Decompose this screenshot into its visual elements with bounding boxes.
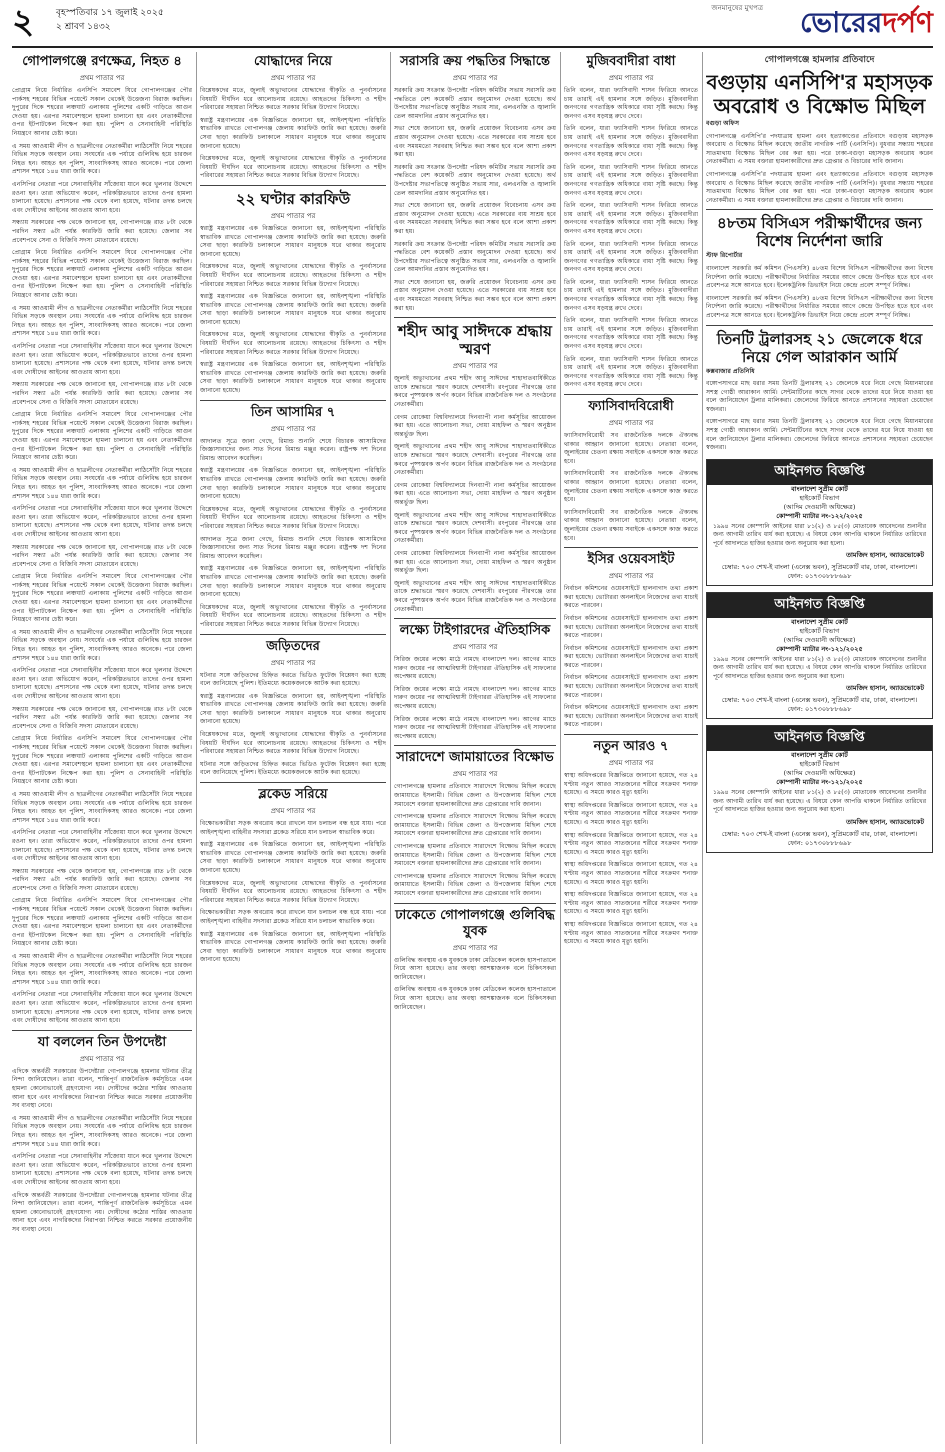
notice-body: ১৯৯৪ সনের কোম্পানি আইনের ধারা ৮১(২) ও ৮৫(৩) মোতাবেক আবেদনের শুনানীর জন্য আগামী তারিখ ধার্য করা হয়েছে। এ বিষয়ে কোন আপত্তি থাকলে নির্ধারিত তারিখের পূর্বে আদালতে হাজির হওয়ার জন্য অনুরোধ করা হলো।: [713, 522, 926, 547]
headline: ৪৮তম বিসিএস পরীক্ষার্থীদের জন্য বিশেষ নির্দেশনা জারি: [717, 214, 922, 251]
article-text: এনসিপির নেতারা পরে সেনাবাহিনীর সাঁজোয়া যানে করে খুলনার উদ্দেশে রওনা হন। তারা অভিযোগ করেন, পরিকল্পিতভাবে তাদের ওপর হামলা চালানো হয়েছে। প্রশাসনের পক্ষ থেকে বলা হয়েছে, ঘটনার তদন্ত চলছে এবং দোষীদের আইনের আওতায় আনা হবে।: [12, 343, 192, 376]
notice-court: বাংলাদেশ সুপ্রীম কোর্ট: [791, 618, 848, 627]
article-text: সরকারি ক্রয় সংক্রান্ত উপদেষ্টা পরিষদ কমিটির সভায় সরাসরি ক্রয় পদ্ধতিতে বেশ কয়েকটি প্রস্তাব অনুমোদন দেওয়া হয়েছে। অর্থ উপদেষ্টার সভাপতিত্বে অনুষ্ঠিত সভায় সার, এলএনজি ও জ্বালানি তেল আমদানির প্রস্তাব অনুমোদিত হয়।: [394, 163, 556, 197]
continued-label: প্রথম পাতার পর: [608, 572, 654, 581]
headline: ইসির ওয়েবসাইট: [587, 552, 675, 568]
article-text: প্রোগ্রাম নিয়ে নির্ধারিত এনসিপি সমাবেশ ঘিরে গোপালগঞ্জের পৌর পার্কসহ শহরের বিভিন্ন পয়েন্টে সকাল থেকেই উত্তেজনা বিরাজ করছিল। দুপুরের দিকে শহরের লঞ্চঘাট এলাকায় পুলিশের একটি গাড়িতে আগুন দেওয়া হয়। এরপর সমাবেশস্থলে হামলা চালানো হয় এবং নেতাকর্মীদের ওপর ইটপাটকেল নিক্ষেপ করা হয়। পুলিশ ও সেনাবাহিনী পরিস্থিতি নিয়ন্ত্রণে আনার চেষ্টা করে।: [12, 897, 192, 948]
column-1: [12, 52, 192, 1442]
article-text: বিক্ষোভকারীরা সড়ক অবরোধ করে রাখলে যান চলাচল বন্ধ হয়ে যায়। পরে আইনশৃঙ্খলা বাহিনীর সদস্যরা ব্লকেড সরিয়ে যান চলাচল স্বাভাবিক করে।: [200, 909, 386, 925]
article-text: সিরিজ জয়ের লক্ষ্যে মাঠে নামছে বাংলাদেশ দল। আগের ম্যাচে দারুণ জয়ের পর আত্মবিশ্বাসী টাইগাররা ঐতিহাসিক এই সাফল্যের অপেক্ষায় রয়েছে।: [394, 715, 556, 740]
section-rule: [12, 1030, 192, 1031]
article-text: সভা শেষে জানানো হয়, জরুরি প্রয়োজন বিবেচনায় এসব ক্রয় প্রস্তাব অনুমোদন দেওয়া হয়েছে। এতে সরকারের ব্যয় সাশ্রয় হবে এবং সময়মতো সরবরাহ নিশ্চিত করা সম্ভব হবে বলে আশা প্রকাশ করা হয়।: [394, 202, 556, 235]
headline: শহীদ আবু সাঈদকে শ্রদ্ধায় স্মরণ: [398, 322, 552, 359]
article-text: এনসিপির নেতারা পরে সেনাবাহিনীর সাঁজোয়া যানে করে খুলনার উদ্দেশে রওনা হন। তারা অভিযোগ করেন, পরিকল্পিতভাবে তাদের ওপর হামলা চালানো হয়েছে। প্রশাসনের পক্ষ থেকে বলা হয়েছে, ঘটনার তদন্ত চলছে এবং দোষীদের আইনের আওতায় আনা হবে।: [12, 829, 192, 863]
article-text: বেগম রোকেয়া বিশ্ববিদ্যালয়ে দিনব্যাপী নানা কর্মসূচির আয়োজন করা হয়। এতে আলোচনা সভা, দোয়া মাহফিল ও স্মরণ অনুষ্ঠান অন্তর্ভুক্ত ছিল।: [394, 413, 556, 438]
notice-phone: ফোন: ০১৭৩০৮৮৮৬৯৮: [787, 572, 852, 581]
article-text: সিরিজ জয়ের লক্ষ্যে মাঠে নামছে বাংলাদেশ দল। আগের ম্যাচে দারুণ জয়ের পর আত্মবিশ্বাসী টাইগাররা ঐতিহাসিক এই সাফল্যের অপেক্ষায় রয়েছে।: [394, 685, 556, 711]
continued-label: প্রথম পাতার পর: [270, 658, 316, 667]
article-text: গুলিবিদ্ধ অবস্থায় এক যুবককে ঢাকা মেডিকেল কলেজ হাসপাতালে নিয়ে আসা হয়েছে। তার অবস্থা আশঙ্কাজনক বলে চিকিৎসকরা জানিয়েছেন।: [394, 986, 556, 1011]
article-text: স্বরাষ্ট্র মন্ত্রণালয়ের এক বিজ্ঞপ্তিতে জানানো হয়, আইনশৃঙ্খলা পরিস্থিতি স্বাভাবিক রাখতে গোপালগঞ্জ জেলায় কারফিউ জারি করা হয়েছে। জরুরি সেবা ছাড়া কারফিউ চলাকালে সাধারণ মানুষকে ঘরে থাকার অনুরোধ জানানো হয়েছে।: [200, 841, 386, 874]
article-text: এদিকে অন্তর্বর্তী সরকারের উপদেষ্টারা গোপালগঞ্জে হামলার ঘটনার তীব্র নিন্দা জানিয়েছেন। তারা বলেন, শান্তিপূর্ণ রাজনৈতিক কর্মসূচিতে এমন হামলা কোনোভাবেই গ্রহণযোগ্য নয়। দোষীদের কঠোর শাস্তির আওতায় আনা হবে এবং নাগরিকদের নিরাপত্তা নিশ্চিত করতে সরকার প্রয়োজনীয় সব ব্যবস্থা নেবে।: [12, 1067, 192, 1110]
article-text: সন্ধ্যায় সরকারের পক্ষ থেকে জানানো হয়, গোপালগঞ্জে রাত ৮টা থেকে পরদিন সন্ধ্যা ৬টা পর্যন্ত কারফিউ জারি করা হয়েছে। জেলার সব প্রবেশপথে সেনা ও বিজিবি সদস্য মোতায়েন রয়েছে।: [12, 705, 192, 730]
article-text: প্রোগ্রাম নিয়ে নির্ধারিত এনসিপি সমাবেশ ঘিরে গোপালগঞ্জের পৌর পার্কসহ শহরের বিভিন্ন পয়েন্টে সকাল থেকেই উত্তেজনা বিরাজ করছিল। দুপুরের দিকে শহরের লঞ্চঘাট এলাকায় পুলিশের একটি গাড়িতে আগুন দেওয়া হয়। এরপর সমাবেশস্থলে হামলা চালানো হয় এবং নেতাকর্মীদের ওপর ইটপাটকেল নিক্ষেপ করা হয়। পুলিশ ও সেনাবাহিনী পরিস্থিতি নিয়ন্ত্রণে আনার চেষ্টা করে।: [12, 87, 192, 137]
article-text: গোপালগঞ্জে হামলার প্রতিবাদে সারাদেশে বিক্ষোভ মিছিল করেছে জামায়াতে ইসলামী। বিভিন্ন জেলা ও উপজেলায় মিছিল শেষে সমাবেশে বক্তারা হামলাকারীদের দ্রুত গ্রেপ্তারের দাবি জানান।: [394, 843, 556, 868]
continued-label: প্রথম পাতার পর: [79, 74, 125, 82]
article-text: জুলাই অভ্যুত্থানের প্রথম শহীদ আবু সাঈদের শাহাদাতবার্ষিকীতে তাকে শ্রদ্ধাভরে স্মরণ করেছে দেশবাসী। রংপুরের পীরগঞ্জে তার কবরে পুষ্পস্তবক অর্পণ করেন বিভিন্ন রাজনৈতিক দল ও সংগঠনের নেতাকর্মীরা।: [394, 511, 556, 545]
article-text: স্বাস্থ্য অধিদপ্তরের বিজ্ঞপ্তিতে জানানো হয়েছে, গত ২৪ ঘণ্টায় নতুন আরও সাতজনের শরীরে সংক্রমণ শনাক্ত হয়েছে। এ সময়ে কারও মৃত্যু হয়নি।: [564, 801, 698, 826]
headline-lead: বগুড়ায় এনসিপি'র মহাসড়ক অবরোধ ও বিক্ষোভ মিছিল: [706, 70, 933, 118]
notice-court: বাংলাদেশ সুপ্রীম কোর্ট: [791, 751, 848, 760]
notice-advocate: তামজিদ হাসান, অ্যাডভোকেট: [846, 817, 924, 826]
article-text: গোপালগঞ্জে হামলার প্রতিবাদে সারাদেশে বিক্ষোভ মিছিল করেছে জামায়াতে ইসলামী। বিভিন্ন জেলা ও উপজেলায় মিছিল শেষে সমাবেশে বক্তারা হামলাকারীদের দ্রুত গ্রেপ্তারের দাবি জানান।: [394, 783, 556, 808]
article-text: সরকারি ক্রয় সংক্রান্ত উপদেষ্টা পরিষদ কমিটির সভায় সরাসরি ক্রয় পদ্ধতিতে বেশ কয়েকটি প্রস্তাব অনুমোদন দেওয়া হয়েছে। অর্থ উপদেষ্টার সভাপতিত্বে অনুষ্ঠিত সভায় সার, এলএনজি ও জ্বালানি তেল আমদানির প্রস্তাব অনুমোদিত হয়।: [394, 240, 556, 274]
notice-address: চেম্বার: ৭০৩ শেখ-ই বাংলা (এনেক্স ভবন), সুপ্রিমকোর্ট বার, ঢাকা, বাংলাদেশ।: [721, 829, 918, 838]
article-text: বেগম রোকেয়া বিশ্ববিদ্যালয়ে দিনব্যাপী নানা কর্মসূচির আয়োজন করা হয়। এতে আলোচনা সভা, দোয়া মাহফিল ও স্মরণ অনুষ্ঠান অন্তর্ভুক্ত ছিল।: [394, 481, 556, 506]
headline: মুজিববাদীরা বাধা: [586, 54, 676, 69]
article-text: এ সময় আওয়ামী লীগ ও ছাত্রলীগের নেতাকর্মীরা লাঠিসোঁটা নিয়ে শহরের বিভিন্ন সড়কে অবস্থান নেয়। সংঘর্ষের এক পর্যায়ে গুলিবিদ্ধ হয়ে চারজন নিহত হন। আহত হন পুলিশ, সাংবাদিকসহ আরও অনেকে। পরে জেলা প্রশাসন শহরে ১৪৪ ধারা জারি করে।: [12, 628, 192, 662]
column-divider: [702, 52, 703, 1444]
byline: বগুড়া অফিস: [706, 120, 740, 127]
section-rule: [394, 618, 556, 619]
paper-name-red: দর্পণ: [882, 6, 933, 39]
continued-label: প্রথম পাতার পর: [79, 1054, 125, 1063]
section-rule: [200, 634, 386, 635]
article-text: বিশ্লেষকদের মতে, জুলাই অভ্যুত্থানের যোদ্ধাদের স্বীকৃতি ও পুনর্বাসনের বিষয়টি দীর্ঘদিন ধরে আলোচনায় রয়েছে। আহতদের চিকিৎসা ও শহীদ পরিবারের সহায়তা নিশ্চিত করতে সরকার বিভিন্ন উদ্যোগ নিয়েছে।: [200, 879, 386, 904]
article-text: সন্ধ্যায় সরকারের পক্ষ থেকে জানানো হয়, গোপালগঞ্জে রাত ৮টা থেকে পরদিন সন্ধ্যা ৬টা পর্যন্ত কারফিউ জারি করা হয়েছে। জেলার সব প্রবেশপথে সেনা ও বিজিবি সদস্য মোতায়েন রয়েছে।: [12, 543, 192, 568]
article-text: স্বরাষ্ট্র মন্ত্রণালয়ের এক বিজ্ঞপ্তিতে জানানো হয়, আইনশৃঙ্খলা পরিস্থিতি স্বাভাবিক রাখতে গোপালগঞ্জ জেলায় কারফিউ জারি করা হয়েছে। জরুরি সেবা ছাড়া কারফিউ চলাকালে সাধারণ মানুষকে ঘরে থাকার অনুরোধ জানানো হয়েছে।: [200, 565, 386, 599]
article-text: এ সময় আওয়ামী লীগ ও ছাত্রলীগের নেতাকর্মীরা লাঠিসোঁটা নিয়ে শহরের বিভিন্ন সড়কে অবস্থান নেয়। সংঘর্ষের এক পর্যায়ে গুলিবিদ্ধ হয়ে চারজন নিহত হন। আহত হন পুলিশ, সাংবাদিকসহ আরও অনেকে। পরে জেলা প্রশাসন শহরে ১৪৪ ধারা জারি করে।: [12, 142, 192, 176]
continued-label: প্রথম পাতার পর: [452, 643, 498, 652]
article-text: স্বাস্থ্য অধিদপ্তরের বিজ্ঞপ্তিতে জানানো হয়েছে, গত ২৪ ঘণ্টায় নতুন আরও সাতজনের শরীরে সংক্রমণ শনাক্ত হয়েছে। এ সময়ে কারও মৃত্যু হয়নি।: [564, 861, 698, 886]
date-line-2: ২ শ্রাবণ ১৪৩২: [56, 22, 111, 32]
article-text: বিশ্লেষকদের মতে, জুলাই অভ্যুত্থানের যোদ্ধাদের স্বীকৃতি ও পুনর্বাসনের বিষয়টি দীর্ঘদিন ধরে আলোচনায় রয়েছে। আহতদের চিকিৎসা ও শহীদ পরিবারের সহায়তা নিশ্চিত করতে সরকার বিভিন্ন উদ্যোগ নিয়েছে।: [200, 603, 386, 628]
article-text: স্বাস্থ্য অধিদপ্তরের বিজ্ঞপ্তিতে জানানো হয়েছে, গত ২৪ ঘণ্টায় নতুন আরও সাতজনের শরীরে সংক্রমণ শনাক্ত হয়েছে। এ সময়ে কারও মৃত্যু হয়নি।: [564, 772, 698, 797]
continued-label: প্রথম পাতার পর: [608, 74, 654, 82]
article-text: সিরিজ জয়ের লক্ষ্যে মাঠে নামছে বাংলাদেশ দল। আগের ম্যাচে দারুণ জয়ের পর আত্মবিশ্বাসী টাইগাররা ঐতিহাসিক এই সাফল্যের অপেক্ষায় রয়েছে।: [394, 656, 556, 681]
continued-label: প্রথম পাতার পর: [608, 419, 654, 427]
headline: তিনটি ট্রলারসহ ২১ জেলেকে ধরে নিয়ে গেল আরাকান আর্মি: [716, 329, 923, 366]
notice-advocate: তামজিদ হাসান, অ্যাডভোকেট: [846, 684, 924, 693]
article-text: স্বাস্থ্য অধিদপ্তরের বিজ্ঞপ্তিতে জানানো হয়েছে, গত ২৪ ঘণ্টায় নতুন আরও সাতজনের শরীরে সংক্রমণ শনাক্ত হয়েছে। এ সময়ে কারও মৃত্যু হয়নি।: [564, 831, 698, 856]
article-text: নির্বাচন কমিশনের ওয়েবসাইটে হালনাগাদ তথ্য প্রকাশ করা হয়েছে। ভোটাররা অনলাইনে নিজেদের তথ্য যাচাই করতে পারবেন।: [564, 614, 698, 640]
notice-advocate: তামজিদ হাসান, অ্যাডভোকেট: [846, 551, 924, 560]
column-4: [564, 52, 698, 1442]
column-3: [394, 52, 556, 1442]
notice-jurisdiction: (আদিম দেওয়ানী অধিক্ষেত্র): [783, 502, 856, 511]
section-rule: [394, 745, 556, 746]
continued-label: প্রথম পাতার পর: [452, 943, 498, 952]
article-text: এ সময় আওয়ামী লীগ ও ছাত্রলীগের নেতাকর্মীরা লাঠিসোঁটা নিয়ে শহরের বিভিন্ন সড়কে অবস্থান নেয়। সংঘর্ষের এক পর্যায়ে গুলিবিদ্ধ হয়ে চারজন নিহত হন। আহত হন পুলিশ, সাংবাদিকসহ আরও অনেকে। পরে জেলা প্রশাসন শহরে ১৪৪ ধারা জারি করে।: [12, 1114, 192, 1148]
notice-address: চেম্বার: ৭০৩ শেখ-ই বাংলা (এনেক্স ভবন), সুপ্রিমকোর্ট বার, ঢাকা, বাংলাদেশ।: [721, 563, 918, 572]
notice-case-number: কোম্পানী ম্যাটার নং-১২২/২০২৫: [776, 511, 863, 520]
article-text: ফ্যাসিবাদবিরোধী সব রাজনৈতিক দলকে ঐক্যবদ্ধ থাকার আহ্বান জানানো হয়েছে। নেতারা বলেন, জুলাইয়ের চেতনা রক্ষায় সবাইকে একসঙ্গে কাজ করতে হবে।: [564, 432, 698, 465]
legal-notice: [706, 725, 933, 852]
headline: লক্ষ্যে টাইগারদের ঐতিহাসিক: [399, 623, 551, 639]
article-text: নির্বাচন কমিশনের ওয়েবসাইটে হালনাগাদ তথ্য প্রকাশ করা হয়েছে। ভোটাররা অনলাইনে নিজেদের তথ্য যাচাই করতে পারবেন।: [564, 644, 698, 669]
article-text: সন্ধ্যায় সরকারের পক্ষ থেকে জানানো হয়, গোপালগঞ্জে রাত ৮টা থেকে পরদিন সন্ধ্যা ৬টা পর্যন্ত কারফিউ জারি করা হয়েছে। জেলার সব প্রবেশপথে সেনা ও বিজিবি সদস্য মোতায়েন রয়েছে।: [12, 219, 192, 244]
article-text: তিনি বলেন, যারা ফ্যাসিবাদী শাসন ফিরিয়ে আনতে চায় তারাই এই হামলার সঙ্গে জড়িত। মুজিববাদীরা জনগণের গণতান্ত্রিক অধিকারে বাধা সৃষ্টি করছে। কিন্তু জনগণ এসব ষড়যন্ত্র রুখে দেবে।: [564, 202, 698, 235]
section-rule: [200, 400, 386, 401]
continued-label: প্রথম পাতার পর: [270, 74, 316, 82]
notice-body: ১৯৯৪ সনের কোম্পানি আইনের ধারা ৮১(২) ও ৮৫(৩) মোতাবেক আবেদনের শুনানীর জন্য আগামী তারিখ ধার্য করা হয়েছে। এ বিষয়ে কোন আপত্তি থাকলে নির্ধারিত তারিখের পূর্বে আদালতে হাজির হওয়ার জন্য অনুরোধ করা হলো।: [713, 656, 926, 680]
headline: সারাদেশে জামায়াতের বিক্ষোভ: [396, 750, 554, 766]
article-text: জুলাই অভ্যুত্থানের প্রথম শহীদ আবু সাঈদের শাহাদাতবার্ষিকীতে তাকে শ্রদ্ধাভরে স্মরণ করেছে দেশবাসী। রংপুরের পীরগঞ্জে তার কবরে পুষ্পস্তবক অর্পণ করেন বিভিন্ন রাজনৈতিক দল ও সংগঠনের নেতাকর্মীরা।: [394, 443, 556, 477]
section-rule: [200, 185, 386, 186]
article-text: এনসিপির নেতারা পরে সেনাবাহিনীর সাঁজোয়া যানে করে খুলনার উদ্দেশে রওনা হন। তারা অভিযোগ করেন, পরিকল্পিতভাবে তাদের ওপর হামলা চালানো হয়েছে। প্রশাসনের পক্ষ থেকে বলা হয়েছে, ঘটনার তদন্ত চলছে এবং দোষীদের আইনের আওতায় আনা হবে।: [12, 667, 192, 700]
article-text: স্বরাষ্ট্র মন্ত্রণালয়ের এক বিজ্ঞপ্তিতে জানানো হয়, আইনশৃঙ্খলা পরিস্থিতি স্বাভাবিক রাখতে গোপালগঞ্জ জেলায় কারফিউ জারি করা হয়েছে। জরুরি সেবা ছাড়া কারফিউ চলাকালে সাধারণ মানুষকে ঘরে থাকার অনুরোধ জানানো হয়েছে।: [200, 692, 386, 726]
article-text: প্রোগ্রাম নিয়ে নির্ধারিত এনসিপি সমাবেশ ঘিরে গোপালগঞ্জের পৌর পার্কসহ শহরের বিভিন্ন পয়েন্টে সকাল থেকেই উত্তেজনা বিরাজ করছিল। দুপুরের দিকে শহরের লঞ্চঘাট এলাকায় পুলিশের একটি গাড়িতে আগুন দেওয়া হয়। এরপর সমাবেশস্থলে হামলা চালানো হয় এবং নেতাকর্মীদের ওপর ইটপাটকেল নিক্ষেপ করা হয়। পুলিশ ও সেনাবাহিনী পরিস্থিতি নিয়ন্ত্রণে আনার চেষ্টা করে।: [12, 573, 192, 624]
column-divider: [560, 52, 561, 1444]
article-text: নির্বাচন কমিশনের ওয়েবসাইটে হালনাগাদ তথ্য প্রকাশ করা হয়েছে। ভোটাররা অনলাইনে নিজেদের তথ্য যাচাই করতে পারবেন।: [564, 674, 698, 699]
article-text: এ সময় আওয়ামী লীগ ও ছাত্রলীগের নেতাকর্মীরা লাঠিসোঁটা নিয়ে শহরের বিভিন্ন সড়কে অবস্থান নেয়। সংঘর্ষের এক পর্যায়ে গুলিবিদ্ধ হয়ে চারজন নিহত হন। আহত হন পুলিশ, সাংবাদিকসহ আরও অনেকে। পরে জেলা প্রশাসন শহরে ১৪৪ ধারা জারি করে।: [12, 953, 192, 986]
column-divider: [390, 52, 391, 1444]
article-text: সভা শেষে জানানো হয়, জরুরি প্রয়োজন বিবেচনায় এসব ক্রয় প্রস্তাব অনুমোদন দেওয়া হয়েছে। এতে সরকারের ব্যয় সাশ্রয় হবে এবং সময়মতো সরবরাহ নিশ্চিত করা সম্ভব হবে বলে আশা প্রকাশ করা হয়।: [394, 125, 556, 159]
column-divider: [196, 52, 197, 1444]
article-text: বাংলাদেশ সরকারি কর্ম কমিশন (পিএসসি) ৪৮তম বিশেষ বিসিএস পরীক্ষার্থীদের জন্য বিশেষ নির্দেশনা জারি করেছে। পরীক্ষার্থীদের নির্ধারিত সময়ের আগে কেন্দ্রে উপস্থিত হতে হবে এবং প্রবেশপত্র সঙ্গে আনতে হবে। ইলেকট্রনিক ডিভাইস নিয়ে কেন্দ্রে প্রবেশ সম্পূর্ণ নিষিদ্ধ।: [706, 294, 933, 319]
headline: ২২ ঘণ্টার কারফিউ: [235, 189, 351, 208]
headline: সরাসরি ক্রয় পদ্ধতির সিদ্ধান্তে: [400, 54, 550, 69]
article-text: জুলাই অভ্যুত্থানের প্রথম শহীদ আবু সাঈদের শাহাদাতবার্ষিকীতে তাকে শ্রদ্ধাভরে স্মরণ করেছে দেশবাসী। রংপুরের পীরগঞ্জে তার কবরে পুষ্পস্তবক অর্পণ করেন বিভিন্ন রাজনৈতিক দল ও সংগঠনের নেতাকর্মীরা।: [394, 375, 556, 409]
notice-title: আইনগত বিজ্ঞপ্তি: [707, 593, 932, 618]
article-text: প্রোগ্রাম নিয়ে নির্ধারিত এনসিপি সমাবেশ ঘিরে গোপালগঞ্জের পৌর পার্কসহ শহরের বিভিন্ন পয়েন্টে সকাল থেকেই উত্তেজনা বিরাজ করছিল। দুপুরের দিকে শহরের লঞ্চঘাট এলাকায় পুলিশের একটি গাড়িতে আগুন দেওয়া হয়। এরপর সমাবেশস্থলে হামলা চালানো হয় এবং নেতাকর্মীদের ওপর ইটপাটকেল নিক্ষেপ করা হয়। পুলিশ ও সেনাবাহিনী পরিস্থিতি নিয়ন্ত্রণে আনার চেষ্টা করে।: [12, 735, 192, 786]
section-rule: [394, 903, 556, 904]
article-text: এ সময় আওয়ামী লীগ ও ছাত্রলীগের নেতাকর্মীরা লাঠিসোঁটা নিয়ে শহরের বিভিন্ন সড়কে অবস্থান নেয়। সংঘর্ষের এক পর্যায়ে গুলিবিদ্ধ হয়ে চারজন নিহত হন। আহত হন পুলিশ, সাংবাদিকসহ আরও অনেকে। পরে জেলা প্রশাসন শহরে ১৪৪ ধারা জারি করে।: [12, 304, 192, 338]
article-text: বঙ্গোপসাগরে মাছ ধরার সময় তিনটি ট্রলারসহ ২১ জেলেকে ধরে নিয়ে গেছে মিয়ানমারের সশস্ত্র গোষ্ঠী আরাকান আর্মি। সেন্টমার্টিনের কাছে সাগর থেকে তাদের ধরে নিয়ে যাওয়া হয় বলে জানিয়েছেন ট্রলার মালিকরা। জেলেদের ফিরিয়ে আনতে প্রশাসনের সহায়তা চেয়েছেন স্বজনরা।: [706, 418, 933, 452]
continued-label: প্রথম পাতার পর: [452, 74, 498, 82]
headline: গোপালগঞ্জে রণক্ষেত্র, নিহত ৪: [22, 54, 182, 69]
continued-label: প্রথম পাতার পর: [608, 759, 654, 768]
article-text: জুলাই অভ্যুত্থানের প্রথম শহীদ আবু সাঈদের শাহাদাতবার্ষিকীতে তাকে শ্রদ্ধাভরে স্মরণ করেছে দেশবাসী। রংপুরের পীরগঞ্জে তার কবরে পুষ্পস্তবক অর্পণ করেন বিভিন্ন রাজনৈতিক দল ও সংগঠনের নেতাকর্মীরা।: [394, 579, 556, 613]
headline: ফ্যাসিবাদবিরোধী: [588, 399, 674, 414]
notice-phone: ফোন: ০১৭৩০৮৮৮৬৯৮: [787, 838, 852, 847]
article-text: স্বরাষ্ট্র মন্ত্রণালয়ের এক বিজ্ঞপ্তিতে জানানো হয়, আইনশৃঙ্খলা পরিস্থিতি স্বাভাবিক রাখতে গোপালগঞ্জ জেলায় কারফিউ জারি করা হয়েছে। জরুরি সেবা ছাড়া কারফিউ চলাকালে সাধারণ মানুষকে ঘরে থাকার অনুরোধ জানানো হয়েছে।: [200, 224, 386, 258]
notice-court: বাংলাদেশ সুপ্রীম কোর্ট: [791, 484, 848, 493]
article-text: নির্বাচন কমিশনের ওয়েবসাইটে হালনাগাদ তথ্য প্রকাশ করা হয়েছে। ভোটাররা অনলাইনে নিজেদের তথ্য যাচাই করতে পারবেন।: [564, 585, 698, 610]
article-text: গোপালগঞ্জে হামলার প্রতিবাদে সারাদেশে বিক্ষোভ মিছিল করেছে জামায়াতে ইসলামী। বিভিন্ন জেলা ও উপজেলায় মিছিল শেষে সমাবেশে বক্তারা হামলাকারীদের দ্রুত গ্রেপ্তারের দাবি জানান।: [394, 813, 556, 838]
page-number: ২: [12, 2, 35, 42]
article-text: বিশ্লেষকদের মতে, জুলাই অভ্যুত্থানের যোদ্ধাদের স্বীকৃতি ও পুনর্বাসনের বিষয়টি দীর্ঘদিন ধরে আলোচনায় রয়েছে। আহতদের চিকিৎসা ও শহীদ পরিবারের সহায়তা নিশ্চিত করতে সরকার বিভিন্ন উদ্যোগ নিয়েছে।: [200, 731, 386, 756]
notice-division: হাইকোর্ট বিভাগ: [799, 760, 840, 769]
section-rule: [706, 325, 933, 326]
article-text: স্বাস্থ্য অধিদপ্তরের বিজ্ঞপ্তিতে জানানো হয়েছে, গত ২৪ ঘণ্টায় নতুন আরও সাতজনের শরীরে সংক্রমণ শনাক্ত হয়েছে। এ সময়ে কারও মৃত্যু হয়নি।: [564, 920, 698, 946]
section-rule: [706, 209, 933, 210]
notice-case-number: কোম্পানী ম্যাটার নং-১২১/২০২৫: [776, 778, 863, 787]
article-text: ঘটনার সঙ্গে জড়িতদের চিহ্নিত করতে ভিডিও ফুটেজ বিশ্লেষণ করা হচ্ছে বলে জানিয়েছে পুলিশ। ইতিমধ্যে কয়েকজনকে আটক করা হয়েছে।: [200, 671, 386, 688]
article-text: সন্ধ্যায় সরকারের পক্ষ থেকে জানানো হয়, গোপালগঞ্জে রাত ৮টা থেকে পরদিন সন্ধ্যা ৬টা পর্যন্ত কারফিউ জারি করা হয়েছে। জেলার সব প্রবেশপথে সেনা ও বিজিবি সদস্য মোতায়েন রয়েছে।: [12, 381, 192, 406]
notice-division: হাইকোর্ট বিভাগ: [799, 627, 840, 636]
headline: যোদ্ধাদের নিয়ে: [254, 54, 332, 69]
article-text: বিক্ষোভকারীরা সড়ক অবরোধ করে রাখলে যান চলাচল বন্ধ হয়ে যায়। পরে আইনশৃঙ্খলা বাহিনীর সদস্যরা ব্লকেড সরিয়ে যান চলাচল স্বাভাবিক করে।: [200, 820, 386, 836]
article-text: বাংলাদেশ সরকারি কর্ম কমিশন (পিএসসি) ৪৮তম বিশেষ বিসিএস পরীক্ষার্থীদের জন্য বিশেষ নির্দেশনা জারি করেছে। পরীক্ষার্থীদের নির্ধারিত সময়ের আগে কেন্দ্রে উপস্থিত হতে হবে এবং প্রবেশপত্র সঙ্গে আনতে হবে। ইলেকট্রনিক ডিভাইস নিয়ে কেন্দ্রে প্রবেশ সম্পূর্ণ নিষিদ্ধ।: [706, 264, 933, 290]
article-text: স্বরাষ্ট্র মন্ত্রণালয়ের এক বিজ্ঞপ্তিতে জানানো হয়, আইনশৃঙ্খলা পরিস্থিতি স্বাভাবিক রাখতে গোপালগঞ্জ জেলায় কারফিউ জারি করা হয়েছে। জরুরি সেবা ছাড়া কারফিউ চলাকালে সাধারণ মানুষকে ঘরে থাকার অনুরোধ জানানো হয়েছে।: [200, 361, 386, 395]
article-text: বিশ্লেষকদের মতে, জুলাই অভ্যুত্থানের যোদ্ধাদের স্বীকৃতি ও পুনর্বাসনের বিষয়টি দীর্ঘদিন ধরে আলোচনায় রয়েছে। আহতদের চিকিৎসা ও শহীদ পরিবারের সহায়তা নিশ্চিত করতে সরকার বিভিন্ন উদ্যোগ নিয়েছে।: [200, 331, 386, 356]
notice-title: আইনগত বিজ্ঞপ্তি: [707, 726, 932, 751]
article-text: তিনি বলেন, যারা ফ্যাসিবাদী শাসন ফিরিয়ে আনতে চায় তারাই এই হামলার সঙ্গে জড়িত। মুজিববাদীরা জনগণের গণতান্ত্রিক অধিকারে বাধা সৃষ্টি করছে। কিন্তু জনগণ এসব ষড়যন্ত্র রুখে দেবে।: [564, 355, 698, 389]
article-text: গোপালগঞ্জে হামলার প্রতিবাদে সারাদেশে বিক্ষোভ মিছিল করেছে জামায়াতে ইসলামী। বিভিন্ন জেলা ও উপজেলায় মিছিল শেষে সমাবেশে বক্তারা হামলাকারীদের দ্রুত গ্রেপ্তারের দাবি জানান।: [394, 872, 556, 897]
continued-label: প্রথম পাতার পর: [452, 362, 498, 371]
kicker: গোপালগঞ্জে হামলার প্রতিবাদে: [764, 55, 875, 65]
article-text: গোপালগঞ্জে এনসিপি'র পদযাত্রায় হামলা এবং হত্যাকাণ্ডের প্রতিবাদে বগুড়ায় মহাসড়ক অবরোধ ও বিক্ষোভ মিছিল করেছে জাতীয় নাগরিক পার্টি (এনসিপি)। বুধবার সন্ধ্যায় শহরের সাতমাথায় বিক্ষোভ মিছিল বের করা হয়। পরে ঢাকা-বগুড়া মহাসড়ক অবরোধ করেন নেতাকর্মীরা। এ সময় বক্তারা হামলাকারীদের দ্রুত গ্রেপ্তার ও বিচারের দাবি জানান।: [706, 170, 933, 204]
article-text: ঘটনার সঙ্গে জড়িতদের চিহ্নিত করতে ভিডিও ফুটেজ বিশ্লেষণ করা হচ্ছে বলে জানিয়েছে পুলিশ। ইতিমধ্যে কয়েকজনকে আটক করা হয়েছে।: [200, 760, 386, 777]
article-text: আদালত সূত্রে জানা গেছে, রিমান্ড শুনানি শেষে বিচারক আসামিদের জিজ্ঞাসাবাদের জন্য সাত দিনের রিমান্ড মঞ্জুর করেন। রাষ্ট্রপক্ষ দশ দিনের রিমান্ড আবেদন করেছিল।: [200, 437, 386, 462]
article-text: বেগম রোকেয়া বিশ্ববিদ্যালয়ে দিনব্যাপী নানা কর্মসূচির আয়োজন করা হয়। এতে আলোচনা সভা, দোয়া মাহফিল ও স্মরণ অনুষ্ঠান অন্তর্ভুক্ত ছিল।: [394, 549, 556, 575]
article-text: বিশ্লেষকদের মতে, জুলাই অভ্যুত্থানের যোদ্ধাদের স্বীকৃতি ও পুনর্বাসনের বিষয়টি দীর্ঘদিন ধরে আলোচনায় রয়েছে। আহতদের চিকিৎসা ও শহীদ পরিবারের সহায়তা নিশ্চিত করতে সরকার বিভিন্ন উদ্যোগ নিয়েছে।: [200, 505, 386, 530]
paper-name-blue: ভোরের: [799, 6, 883, 39]
headline: জড়িতদের: [266, 638, 320, 654]
article-text: ফ্যাসিবাদবিরোধী সব রাজনৈতিক দলকে ঐক্যবদ্ধ থাকার আহ্বান জানানো হয়েছে। নেতারা বলেন, জুলাইয়ের চেতনা রক্ষায় সবাইকে একসঙ্গে কাজ করতে হবে।: [564, 508, 698, 542]
notice-body: ১৯৯৪ সনের কোম্পানি আইনের ধারা ৮১(২) ও ৮৫(৩) মোতাবেক আবেদনের শুনানীর জন্য আগামী তারিখ ধার্য করা হয়েছে। এ বিষয়ে কোন আপত্তি থাকলে নির্ধারিত তারিখের পূর্বে আদালতে হাজির হওয়ার জন্য অনুরোধ করা হলো।: [713, 789, 926, 814]
article-text: বিশ্লেষকদের মতে, জুলাই অভ্যুত্থানের যোদ্ধাদের স্বীকৃতি ও পুনর্বাসনের বিষয়টি দীর্ঘদিন ধরে আলোচনায় রয়েছে। আহতদের চিকিৎসা ও শহীদ পরিবারের সহায়তা নিশ্চিত করতে সরকার বিভিন্ন উদ্যোগ নিয়েছে।: [200, 87, 386, 112]
article-text: বিশ্লেষকদের মতে, জুলাই অভ্যুত্থানের যোদ্ধাদের স্বীকৃতি ও পুনর্বাসনের বিষয়টি দীর্ঘদিন ধরে আলোচনায় রয়েছে। আহতদের চিকিৎসা ও শহীদ পরিবারের সহায়তা নিশ্চিত করতে সরকার বিভিন্ন উদ্যোগ নিয়েছে।: [200, 155, 386, 180]
article-text: বিশ্লেষকদের মতে, জুলাই অভ্যুত্থানের যোদ্ধাদের স্বীকৃতি ও পুনর্বাসনের বিষয়টি দীর্ঘদিন ধরে আলোচনায় রয়েছে। আহতদের চিকিৎসা ও শহীদ পরিবারের সহায়তা নিশ্চিত করতে সরকার বিভিন্ন উদ্যোগ নিয়েছে।: [200, 263, 386, 288]
byline: স্টাফ রিপোর্টার: [706, 252, 743, 260]
article-text: স্বরাষ্ট্র মন্ত্রণালয়ের এক বিজ্ঞপ্তিতে জানানো হয়, আইনশৃঙ্খলা পরিস্থিতি স্বাভাবিক রাখতে গোপালগঞ্জ জেলায় কারফিউ জারি করা হয়েছে। জরুরি সেবা ছাড়া কারফিউ চলাকালে সাধারণ মানুষকে ঘরে থাকার অনুরোধ জানানো হয়েছে।: [200, 930, 386, 964]
article-text: তিনি বলেন, যারা ফ্যাসিবাদী শাসন ফিরিয়ে আনতে চায় তারাই এই হামলার সঙ্গে জড়িত। মুজিববাদীরা জনগণের গণতান্ত্রিক অধিকারে বাধা সৃষ্টি করছে। কিন্তু জনগণ এসব ষড়যন্ত্র রুখে দেবে।: [564, 240, 698, 274]
legal-notice: [706, 592, 933, 719]
section-rule: [394, 317, 556, 318]
article-text: তিনি বলেন, যারা ফ্যাসিবাদী শাসন ফিরিয়ে আনতে চায় তারাই এই হামলার সঙ্গে জড়িত। মুজিববাদীরা জনগণের গণতান্ত্রিক অধিকারে বাধা সৃষ্টি করছে। কিন্তু জনগণ এসব ষড়যন্ত্র রুখে দেবে।: [564, 317, 698, 351]
section-rule: [564, 734, 698, 735]
continued-label: প্রথম পাতার পর: [270, 807, 316, 816]
notice-phone: ফোন: ০১৭৩০৮৮৮৬৯৮: [787, 705, 852, 714]
continued-label: প্রথম পাতার পর: [270, 424, 316, 433]
masthead: [12, 0, 933, 48]
article-text: এ সময় আওয়ামী লীগ ও ছাত্রলীগের নেতাকর্মীরা লাঠিসোঁটা নিয়ে শহরের বিভিন্ন সড়কে অবস্থান নেয়। সংঘর্ষের এক পর্যায়ে গুলিবিদ্ধ হয়ে চারজন নিহত হন। আহত হন পুলিশ, সাংবাদিকসহ আরও অনেকে। পরে জেলা প্রশাসন শহরে ১৪৪ ধারা জারি করে।: [12, 466, 192, 500]
date-line-1: বৃহস্পতিবার ১৭ জুলাই ২০২৫: [56, 8, 164, 18]
article-text: স্বরাষ্ট্র মন্ত্রণালয়ের এক বিজ্ঞপ্তিতে জানানো হয়, আইনশৃঙ্খলা পরিস্থিতি স্বাভাবিক রাখতে গোপালগঞ্জ জেলায় কারফিউ জারি করা হয়েছে। জরুরি সেবা ছাড়া কারফিউ চলাকালে সাধারণ মানুষকে ঘরে থাকার অনুরোধ জানানো হয়েছে।: [200, 293, 386, 326]
article-text: এ সময় আওয়ামী লীগ ও ছাত্রলীগের নেতাকর্মীরা লাঠিসোঁটা নিয়ে শহরের বিভিন্ন সড়কে অবস্থান নেয়। সংঘর্ষের এক পর্যায়ে গুলিবিদ্ধ হয়ে চারজন নিহত হন। আহত হন পুলিশ, সাংবাদিকসহ আরও অনেকে। পরে জেলা প্রশাসন শহরে ১৪৪ ধারা জারি করে।: [12, 790, 192, 824]
continued-label: প্রথম পাতার পর: [270, 211, 316, 220]
article-text: এনসিপির নেতারা পরে সেনাবাহিনীর সাঁজোয়া যানে করে খুলনার উদ্দেশে রওনা হন। তারা অভিযোগ করেন, পরিকল্পিতভাবে তাদের ওপর হামলা চালানো হয়েছে। প্রশাসনের পক্ষ থেকে বলা হয়েছে, ঘটনার তদন্ত চলছে এবং দোষীদের আইনের আওতায় আনা হবে।: [12, 1153, 192, 1186]
article-text: তিনি বলেন, যারা ফ্যাসিবাদী শাসন ফিরিয়ে আনতে চায় তারাই এই হামলার সঙ্গে জড়িত। মুজিববাদীরা জনগণের গণতান্ত্রিক অধিকারে বাধা সৃষ্টি করছে। কিন্তু জনগণ এসব ষড়যন্ত্র রুখে দেবে।: [564, 278, 698, 312]
article-text: সভা শেষে জানানো হয়, জরুরি প্রয়োজন বিবেচনায় এসব ক্রয় প্রস্তাব অনুমোদন দেওয়া হয়েছে। এতে সরকারের ব্যয় সাশ্রয় হবে এবং সময়মতো সরবরাহ নিশ্চিত করা সম্ভব হবে বলে আশা প্রকাশ করা হয়।: [394, 278, 556, 312]
article-text: ফ্যাসিবাদবিরোধী সব রাজনৈতিক দলকে ঐক্যবদ্ধ থাকার আহ্বান জানানো হয়েছে। নেতারা বলেন, জুলাইয়ের চেতনা রক্ষায় সবাইকে একসঙ্গে কাজ করতে হবে।: [564, 470, 698, 504]
article-text: প্রোগ্রাম নিয়ে নির্ধারিত এনসিপি সমাবেশ ঘিরে গোপালগঞ্জের পৌর পার্কসহ শহরের বিভিন্ন পয়েন্টে সকাল থেকেই উত্তেজনা বিরাজ করছিল। দুপুরের দিকে শহরের লঞ্চঘাট এলাকায় পুলিশের একটি গাড়িতে আগুন দেওয়া হয়। এরপর সমাবেশস্থলে হামলা চালানো হয় এবং নেতাকর্মীদের ওপর ইটপাটকেল নিক্ষেপ করা হয়। পুলিশ ও সেনাবাহিনী পরিস্থিতি নিয়ন্ত্রণে আনার চেষ্টা করে।: [12, 249, 192, 300]
byline: কক্সবাজার প্রতিনিধি: [706, 367, 755, 375]
article-text: সরকারি ক্রয় সংক্রান্ত উপদেষ্টা পরিষদ কমিটির সভায় সরাসরি ক্রয় পদ্ধতিতে বেশ কয়েকটি প্রস্তাব অনুমোদন দেওয়া হয়েছে। অর্থ উপদেষ্টার সভাপতিত্বে অনুষ্ঠিত সভায় সার, এলএনজি ও জ্বালানি তেল আমদানির প্রস্তাব অনুমোদিত হয়।: [394, 87, 556, 120]
article-text: নির্বাচন কমিশনের ওয়েবসাইটে হালনাগাদ তথ্য প্রকাশ করা হয়েছে। ভোটাররা অনলাইনে নিজেদের তথ্য যাচাই করতে পারবেন।: [564, 704, 698, 729]
headline: ব্লকেড সরিয়ে: [258, 787, 328, 803]
article-text: আদালত সূত্রে জানা গেছে, রিমান্ড শুনানি শেষে বিচারক আসামিদের জিজ্ঞাসাবাদের জন্য সাত দিনের রিমান্ড মঞ্জুর করেন। রাষ্ট্রপক্ষ দশ দিনের রিমান্ড আবেদন করেছিল।: [200, 535, 386, 560]
article-text: স্বরাষ্ট্র মন্ত্রণালয়ের এক বিজ্ঞপ্তিতে জানানো হয়, আইনশৃঙ্খলা পরিস্থিতি স্বাভাবিক রাখতে গোপালগঞ্জ জেলায় কারফিউ জারি করা হয়েছে। জরুরি সেবা ছাড়া কারফিউ চলাকালে সাধারণ মানুষকে ঘরে থাকার অনুরোধ জানানো হয়েছে।: [200, 116, 386, 150]
notice-address: চেম্বার: ৭০৩ শেখ-ই বাংলা (এনেক্স ভবন), সুপ্রিমকোর্ট বার, ঢাকা, বাংলাদেশ।: [721, 696, 918, 705]
article-text: গোপালগঞ্জে এনসিপি'র পদযাত্রায় হামলা এবং হত্যাকাণ্ডের প্রতিবাদে বগুড়ায় মহাসড়ক অবরোধ ও বিক্ষোভ মিছিল করেছে জাতীয় নাগরিক পার্টি (এনসিপি)। বুধবার সন্ধ্যায় শহরের সাতমাথায় বিক্ষোভ মিছিল বের করা হয়। পরে ঢাকা-বগুড়া মহাসড়ক অবরোধ করেন নেতাকর্মীরা। এ সময় বক্তারা হামলাকারীদের দ্রুত গ্রেপ্তার ও বিচারের দাবি জানান।: [706, 132, 933, 166]
legal-notice: [706, 459, 933, 586]
section-rule: [564, 394, 698, 395]
article-text: এদিকে অন্তর্বর্তী সরকারের উপদেষ্টারা গোপালগঞ্জে হামলার ঘটনার তীব্র নিন্দা জানিয়েছেন। তারা বলেন, শান্তিপূর্ণ রাজনৈতিক কর্মসূচিতে এমন হামলা কোনোভাবেই গ্রহণযোগ্য নয়। দোষীদের কঠোর শাস্তির আওতায় আনা হবে এবং নাগরিকদের নিরাপত্তা নিশ্চিত করতে সরকার প্রয়োজনীয় সব ব্যবস্থা নেবে।: [12, 1191, 192, 1233]
headline: ঢাকেতে গোপালগঞ্জে গুলিবিদ্ধ যুবক: [395, 907, 555, 939]
article-text: তিনি বলেন, যারা ফ্যাসিবাদী শাসন ফিরিয়ে আনতে চায় তারাই এই হামলার সঙ্গে জড়িত। মুজিববাদীরা জনগণের গণতান্ত্রিক অধিকারে বাধা সৃষ্টি করছে। কিন্তু জনগণ এসব ষড়যন্ত্র রুখে দেবে।: [564, 87, 698, 120]
date-block: [56, 6, 164, 34]
notice-jurisdiction: (আদিম দেওয়ানী অধিক্ষেত্র): [783, 636, 856, 645]
article-text: বঙ্গোপসাগরে মাছ ধরার সময় তিনটি ট্রলারসহ ২১ জেলেকে ধরে নিয়ে গেছে মিয়ানমারের সশস্ত্র গোষ্ঠী আরাকান আর্মি। সেন্টমার্টিনের কাছে সাগর থেকে তাদের ধরে নিয়ে যাওয়া হয় বলে জানিয়েছেন ট্রলার মালিকরা। জেলেদের ফিরিয়ে আনতে প্রশাসনের সহায়তা চেয়েছেন স্বজনরা।: [706, 380, 933, 413]
headline: যা বললেন তিন উপদেষ্টা: [37, 1034, 167, 1050]
column-2: [200, 52, 386, 1442]
headline: নতুন আরও ৭: [593, 739, 669, 755]
article-text: তিনি বলেন, যারা ফ্যাসিবাদী শাসন ফিরিয়ে আনতে চায় তারাই এই হামলার সঙ্গে জড়িত। মুজিববাদীরা জনগণের গণতান্ত্রিক অধিকারে বাধা সৃষ্টি করছে। কিন্তু জনগণ এসব ষড়যন্ত্র রুখে দেবে।: [564, 163, 698, 197]
article-text: এনসিপির নেতারা পরে সেনাবাহিনীর সাঁজোয়া যানে করে খুলনার উদ্দেশে রওনা হন। তারা অভিযোগ করেন, পরিকল্পিতভাবে তাদের ওপর হামলা চালানো হয়েছে। প্রশাসনের পক্ষ থেকে বলা হয়েছে, ঘটনার তদন্ত চলছে এবং দোষীদের আইনের আওতায় আনা হবে।: [12, 991, 192, 1025]
article-text: এনসিপির নেতারা পরে সেনাবাহিনীর সাঁজোয়া যানে করে খুলনার উদ্দেশে রওনা হন। তারা অভিযোগ করেন, পরিকল্পিতভাবে তাদের ওপর হামলা চালানো হয়েছে। প্রশাসনের পক্ষ থেকে বলা হয়েছে, ঘটনার তদন্ত চলছে এবং দোষীদের আইনের আওতায় আনা হবে।: [12, 180, 192, 214]
article-text: প্রোগ্রাম নিয়ে নির্ধারিত এনসিপি সমাবেশ ঘিরে গোপালগঞ্জের পৌর পার্কসহ শহরের বিভিন্ন পয়েন্টে সকাল থেকেই উত্তেজনা বিরাজ করছিল। দুপুরের দিকে শহরের লঞ্চঘাট এলাকায় পুলিশের একটি গাড়িতে আগুন দেওয়া হয়। এরপর সমাবেশস্থলে হামলা চালানো হয় এবং নেতাকর্মীদের ওপর ইটপাটকেল নিক্ষেপ করা হয়। পুলিশ ও সেনাবাহিনী পরিস্থিতি নিয়ন্ত্রণে আনার চেষ্টা করে।: [12, 411, 192, 462]
paper-tagline: জনমানুষের মুখপত্র: [711, 4, 763, 12]
article-text: তিনি বলেন, যারা ফ্যাসিবাদী শাসন ফিরিয়ে আনতে চায় তারাই এই হামলার সঙ্গে জড়িত। মুজিববাদীরা জনগণের গণতান্ত্রিক অধিকারে বাধা সৃষ্টি করছে। কিন্তু জনগণ এসব ষড়যন্ত্র রুখে দেবে।: [564, 125, 698, 159]
article-text: গুলিবিদ্ধ অবস্থায় এক যুবককে ঢাকা মেডিকেল কলেজ হাসপাতালে নিয়ে আসা হয়েছে। তার অবস্থা আশঙ্কাজনক বলে চিকিৎসকরা জানিয়েছেন।: [394, 956, 556, 981]
column-5: [706, 52, 933, 1442]
continued-label: প্রথম পাতার পর: [452, 770, 498, 779]
article-text: স্বরাষ্ট্র মন্ত্রণালয়ের এক বিজ্ঞপ্তিতে জানানো হয়, আইনশৃঙ্খলা পরিস্থিতি স্বাভাবিক রাখতে গোপালগঞ্জ জেলায় কারফিউ জারি করা হয়েছে। জরুরি সেবা ছাড়া কারফিউ চলাকালে সাধারণ মানুষকে ঘরে থাকার অনুরোধ জানানো হয়েছে।: [200, 467, 386, 501]
section-rule: [200, 782, 386, 783]
notice-jurisdiction: (আদিম দেওয়ানী অধিক্ষেত্র): [783, 769, 856, 778]
article-text: এনসিপির নেতারা পরে সেনাবাহিনীর সাঁজোয়া যানে করে খুলনার উদ্দেশে রওনা হন। তারা অভিযোগ করেন, পরিকল্পিতভাবে তাদের ওপর হামলা চালানো হয়েছে। প্রশাসনের পক্ষ থেকে বলা হয়েছে, ঘটনার তদন্ত চলছে এবং দোষীদের আইনের আওতায় আনা হবে।: [12, 505, 192, 538]
notice-division: হাইকোর্ট বিভাগ: [799, 493, 840, 502]
section-rule: [564, 547, 698, 548]
notice-case-number: কোম্পানী ম্যাটার নং-১২১/২০২৫: [776, 645, 863, 654]
headline: তিন আসামির ৭: [250, 404, 336, 420]
article-text: সন্ধ্যায় সরকারের পক্ষ থেকে জানানো হয়, গোপালগঞ্জে রাত ৮টা থেকে পরদিন সন্ধ্যা ৬টা পর্যন্ত কারফিউ জারি করা হয়েছে। জেলার সব প্রবেশপথে সেনা ও বিজিবি সদস্য মোতায়েন রয়েছে।: [12, 867, 192, 892]
notice-title: আইনগত বিজ্ঞপ্তি: [707, 460, 932, 485]
article-text: স্বাস্থ্য অধিদপ্তরের বিজ্ঞপ্তিতে জানানো হয়েছে, গত ২৪ ঘণ্টায় নতুন আরও সাতজনের শরীরে সংক্রমণ শনাক্ত হয়েছে। এ সময়ে কারও মৃত্যু হয়নি।: [564, 891, 698, 916]
paper-name: [800, 6, 933, 40]
